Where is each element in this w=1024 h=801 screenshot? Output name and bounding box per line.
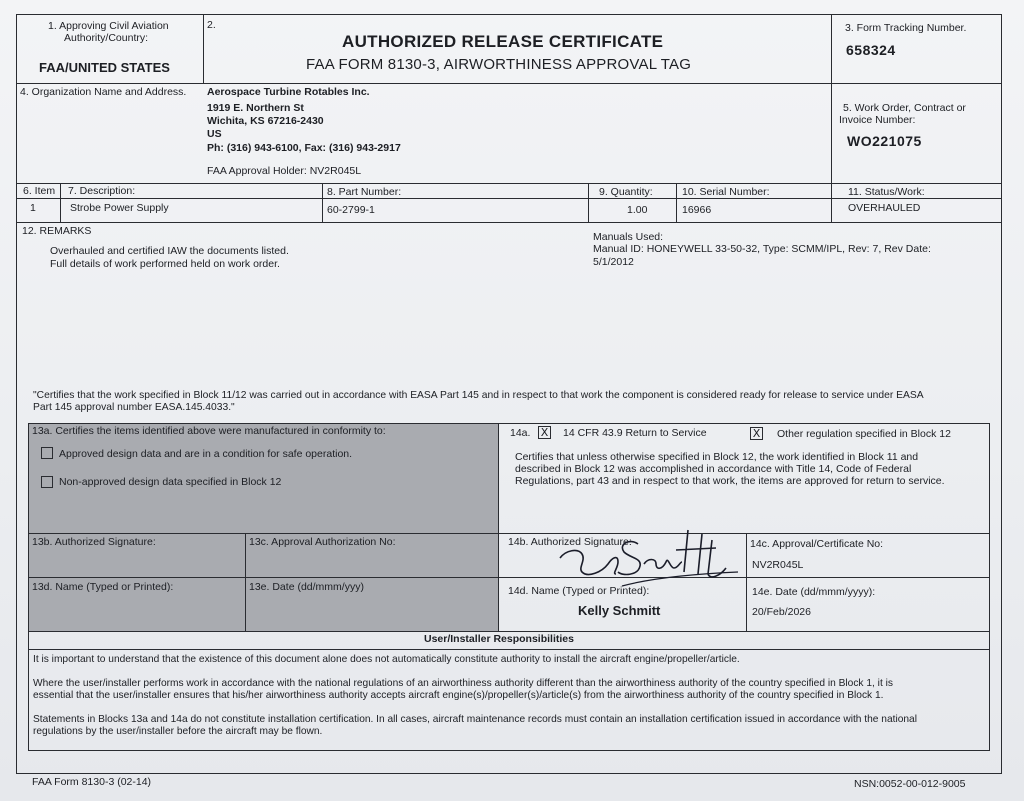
organization-street: 1919 E. Northern St: [207, 102, 304, 114]
block4-label: 4. Organization Name and Address.: [20, 86, 187, 98]
other-regulation-label: Other regulation specified in Block 12: [777, 428, 951, 440]
approved-design-data-checkbox[interactable]: [41, 447, 53, 459]
block14c-label: 14c. Approval/Certificate No:: [750, 538, 884, 550]
block1-label-line1: 1. Approving Civil Aviation: [48, 20, 169, 32]
form-identifier: FAA Form 8130-3 (02-14): [32, 776, 152, 788]
block14a-label: 14a.: [510, 427, 531, 439]
block14e-label: 14e. Date (dd/mmm/yyyy):: [752, 586, 876, 598]
easa-statement-line2: Part 145 approval number EASA.145.4033.": [33, 402, 235, 413]
block3-label: 3. Form Tracking Number.: [845, 22, 967, 34]
non-approved-design-data-checkbox[interactable]: [41, 476, 53, 488]
authorized-signature: [552, 528, 742, 592]
block2-label: 2.: [207, 19, 216, 31]
block13b-label: 13b. Authorized Signature:: [32, 536, 156, 548]
remarks-line1: Overhauled and certified IAW the documents listed.: [50, 245, 289, 257]
table-row-serial-number: 16966: [682, 204, 712, 216]
manual-line1: Manual ID: HONEYWELL 33-50-32, Type: SCMM/IPL, Rev: 7, Rev Date:: [593, 243, 931, 255]
col-header-description: 7. Description:: [68, 185, 136, 197]
col-header-part-number: 8. Part Number:: [327, 186, 402, 198]
work-order-number: WO221075: [847, 133, 922, 149]
block5-label-line2: Invoice Number:: [839, 114, 916, 126]
easa-statement-line1: "Certifies that the work specified in Block 11/12 was carried out in accordance with EASA Part 145 and in respect to that work the component is considered ready for release to service under EASA: [33, 390, 924, 401]
block14d-label: 14d. Name (Typed or Printed):: [508, 585, 650, 597]
nsn-number: NSN:0052-00-012-9005: [854, 778, 966, 790]
manual-line2: 5/1/2012: [593, 256, 634, 268]
col-header-item: 6. Item: [23, 185, 56, 197]
responsibilities-p2-line1: Where the user/installer performs work in accordance with the national regulations of an airworthiness authority different than the airworthiness authority of the country specified in Block 1, it is: [33, 678, 893, 689]
organization-name: Aerospace Turbine Rotables Inc.: [207, 86, 370, 98]
block13a-label: 13a. Certifies the items identified above were manufactured in conformity to:: [32, 425, 386, 437]
form-title: AUTHORIZED RELEASE CERTIFICATE: [342, 32, 664, 51]
responsibilities-heading: User/Installer Responsibilities: [424, 633, 574, 645]
table-row-description: Strobe Power Supply: [70, 202, 169, 214]
table-row-item: 1: [30, 202, 36, 214]
block14-text-line3: Regulations, part 43 and in respect to that work, the items are approved for return to service.: [515, 475, 945, 487]
form-subtitle: FAA FORM 8130-3, AIRWORTHINESS APPROVAL TAG: [306, 56, 692, 73]
responsibilities-p1: It is important to understand that the existence of this document alone does not automatically constitute authority to install the aircraft engine/propeller/article.: [33, 654, 740, 665]
table-row-part-number: 60-2799-1: [327, 204, 375, 216]
manuals-used-label: Manuals Used:: [593, 231, 664, 243]
approval-certificate-number: NV2R045L: [752, 559, 804, 571]
responsibilities-p3-line2: regulations by the user/installer before the aircraft may be flown.: [33, 726, 323, 737]
return-to-service-checkbox[interactable]: X: [538, 426, 551, 439]
responsibilities-p3-line1: Statements in Blocks 13a and 14a do not constitute installation certification. In all cases, aircraft maintenance records must contain an installation certification issued in accordance with the national: [33, 714, 917, 725]
form-tracking-number: 658324: [846, 42, 896, 58]
approved-design-data-label: Approved design data and are in a condition for safe operation.: [59, 448, 353, 460]
block14-text-line1: Certifies that unless otherwise specified in Block 12, the work identified in Block 11 and: [515, 451, 919, 463]
block5-label-line1: 5. Work Order, Contract or: [843, 102, 966, 114]
block13d-label: 13d. Name (Typed or Printed):: [32, 581, 174, 593]
col-header-quantity: 9. Quantity:: [599, 186, 653, 198]
organization-city: Wichita, KS 67216-2430: [207, 115, 324, 127]
authority-country: FAA/UNITED STATES: [39, 60, 170, 75]
block14-text-line2: described in Block 12 was accomplished in accordance with Title 14, Code of Federal: [515, 463, 912, 475]
col-header-serial-number: 10. Serial Number:: [682, 186, 770, 198]
table-row-quantity: 1.00: [627, 204, 648, 216]
other-regulation-checkbox[interactable]: X: [750, 427, 763, 440]
remarks-line2: Full details of work performed held on work order.: [50, 258, 280, 270]
block1-label-line2: Authority/Country:: [64, 32, 149, 44]
col-header-status: 11. Status/Work:: [848, 186, 925, 198]
block14b-label: 14b. Authorized Signature:: [508, 536, 632, 548]
return-to-service-label: 14 CFR 43.9 Return to Service: [563, 427, 707, 439]
organization-phone: Ph: (316) 943-6100, Fax: (316) 943-2917: [207, 142, 401, 154]
organization-country: US: [207, 128, 222, 140]
form-8130-3: [16, 14, 1002, 790]
responsibilities-p2-line2: essential that the user/installer ensures that his/her airworthiness authority accepts aircraft engine(s)/propeller(s)/article(s) from the airworthiness authority of the country specified in Block 1.: [33, 690, 884, 701]
block12-label: 12. REMARKS: [22, 225, 92, 237]
faa-approval-holder: FAA Approval Holder: NV2R045L: [207, 165, 362, 177]
release-date: 20/Feb/2026: [752, 606, 811, 618]
table-row-status: OVERHAULED: [848, 202, 921, 214]
non-approved-design-data-label: Non-approved design data specified in Block 12: [59, 476, 282, 488]
block13e-label: 13e. Date (dd/mmm/yyy): [249, 581, 364, 593]
signer-name: Kelly Schmitt: [578, 603, 661, 618]
block13c-label: 13c. Approval Authorization No:: [249, 536, 396, 548]
